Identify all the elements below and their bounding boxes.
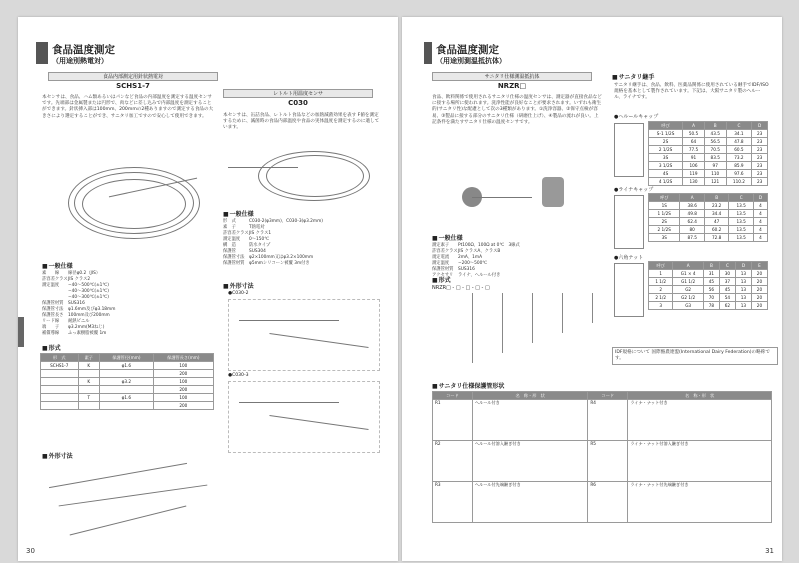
table-row (433, 441, 772, 482)
table-cell: 3 (649, 302, 673, 310)
table-cell: 47.8 (726, 138, 752, 146)
spec-value: SUS304 (249, 249, 266, 254)
table-header: C (726, 122, 752, 130)
spec2-heading: ■ 一般仕様 (223, 209, 254, 218)
spec-value: −40〜500℃(±1℃) (68, 283, 109, 288)
table-cell: G1 1/2 (673, 278, 704, 286)
table-cell: ライナ・ナット付先端継ぎ付き (628, 482, 772, 523)
table-cell: 87.5 (680, 234, 704, 242)
table-cell: 100 (153, 378, 213, 386)
table-cell: T (78, 394, 100, 402)
model-table (40, 353, 214, 410)
table-header: C (719, 262, 735, 270)
product1-description: 本センサは、食品、ハム類あるいはパンなど食品の内部温度を測定する温度センサです。先端部は金属製または円形で、肉などに差し込みで内部温度を測定することができます。針状挿入部は100mm、200mmの2種ありますので測定する食品の大きさにより選定することができ、サニタリ加工ですので安心して使用できます。 (42, 95, 214, 119)
table-cell: 110.2 (726, 178, 752, 186)
ferrule-title: ●ヘルールキャップ (614, 114, 659, 120)
table-cell: φ1.6 (100, 394, 154, 402)
table-cell: R6 (588, 482, 628, 523)
table-cell: 23.2 (704, 202, 728, 210)
liner-table (648, 193, 768, 242)
table-row (649, 170, 768, 178)
table-cell (41, 402, 79, 410)
table-row (649, 154, 768, 162)
table-cell: S-1 1/2S (649, 130, 683, 138)
spec-heading: ■ 一般仕様 (432, 233, 463, 242)
spec-value: JIS クラス2 (68, 277, 91, 282)
spec-key: 形 式 (223, 219, 236, 224)
left-page (18, 17, 398, 561)
table-cell (41, 386, 79, 394)
table-cell: 13.5 (729, 218, 753, 226)
table-row (649, 202, 768, 210)
table-row (41, 394, 214, 402)
table-cell: 20 (751, 294, 767, 302)
spec-key: 測定温度 (42, 283, 60, 288)
spec-key: 許容差クラス (432, 249, 458, 254)
table-cell: 70.5 (704, 146, 726, 154)
ferrule-table (648, 121, 768, 186)
table-cell: ライナ・ナット付溶入継ぎ付き (628, 441, 772, 482)
page-number: 31 (765, 547, 774, 555)
table-row (649, 162, 768, 170)
table-row (649, 234, 768, 242)
spec-value: SUS316 (68, 301, 85, 306)
spec-key: 素 線 (42, 271, 60, 276)
table-row (41, 386, 214, 394)
table-cell: 77.5 (683, 146, 705, 154)
product2-header (223, 89, 373, 107)
outline2-heading: ■ 外形寸法 (223, 281, 254, 290)
table-cell: SCHS1-7 (41, 362, 79, 370)
table-cell: 20 (751, 270, 767, 278)
fitting-heading: ■ サニタリ継手 (612, 72, 654, 81)
table-header: 呼び (649, 122, 683, 130)
spec-key: 測定温度 (432, 261, 450, 266)
spec-row (223, 261, 383, 267)
spec-value: φ1.6mm及びφ3.18mm (68, 307, 116, 312)
table-cell: 3 1/2S (649, 162, 683, 170)
spec-value: 耐熱ビニル (68, 319, 90, 324)
table-row (649, 226, 768, 234)
spec-value: φ3.2mm(M3ねじ) (68, 325, 105, 330)
table-cell: 23 (752, 130, 768, 138)
table-cell: 1S (649, 202, 680, 210)
spec-key: 端 子 (42, 325, 60, 330)
spec2-list (223, 219, 383, 267)
table-header: E (751, 262, 767, 270)
table-row (649, 210, 768, 218)
table-cell: 45 (703, 278, 719, 286)
product-model: NRZR□ (497, 82, 527, 90)
table-cell: K (78, 378, 100, 386)
spec-value: C030-2(φ3mm)、C030-3(φ3.2mm) (249, 219, 323, 224)
table-cell: 4 (753, 226, 767, 234)
spec-value: 2mA、1mA (458, 255, 483, 260)
table-cell (41, 394, 79, 402)
table-cell: 1 (649, 270, 673, 278)
table-cell: 62 (719, 302, 735, 310)
table-cell: 2 1/2 (649, 294, 673, 302)
table-header: A (683, 122, 705, 130)
product1-header (48, 72, 218, 90)
table-cell: 34.4 (704, 210, 728, 218)
table-cell: 200 (153, 370, 213, 378)
table-row (433, 400, 772, 441)
spec-key: 測定素子 (432, 243, 450, 248)
table-cell: 4 1/2S (649, 178, 683, 186)
model-code-diagram (432, 293, 612, 373)
table-cell: 49.8 (680, 210, 704, 218)
table-row (41, 370, 214, 378)
table-row (649, 138, 768, 146)
table-row (649, 278, 768, 286)
table-cell: 54 (719, 294, 735, 302)
table-cell: 106 (683, 162, 705, 170)
table-cell: 13 (735, 286, 751, 294)
table-cell: 23 (752, 146, 768, 154)
outline-heading: ■ サニタリ仕様保護管形状 (432, 381, 504, 390)
fig-c030-3-label: ●C030-3 (228, 373, 249, 378)
table-cell: 13.5 (729, 234, 753, 242)
spec-value: ふっ素樹脂被覆 1m (68, 331, 107, 336)
product1-model: SCHS1-7 (116, 82, 150, 90)
table-cell: 13.5 (729, 226, 753, 234)
table-cell: G3 (673, 302, 704, 310)
table-cell: 4 (753, 234, 767, 242)
table-cell: 47 (704, 218, 728, 226)
page-tab-marker (36, 42, 48, 64)
idf-note: IDF規格について 国際酪農連盟(International Dairy Federation)の略称です。 (612, 347, 778, 365)
table-cell: 38.6 (680, 202, 704, 210)
spec-value: φ5mmシリコーン被覆 3m付き (249, 261, 310, 266)
table-cell: R2 (433, 441, 473, 482)
table-row (41, 362, 214, 370)
table-cell: 20 (751, 302, 767, 310)
product-header (432, 72, 592, 90)
table-cell: 23 (752, 154, 768, 162)
table-row (41, 402, 214, 410)
page-number: 30 (26, 547, 35, 555)
spec-key: 素 子 (223, 225, 236, 230)
spec-value: JIS クラスA、クラスB (458, 249, 501, 254)
liner-drawing (614, 195, 644, 249)
table-cell: 91 (683, 154, 705, 162)
table-cell: 31 (703, 270, 719, 278)
table-cell: 13 (735, 270, 751, 278)
spec-key: 保護管材質 (223, 261, 245, 266)
table-cell: 43.5 (704, 130, 726, 138)
table-cell: 121 (704, 178, 726, 186)
table-cell: 56.5 (704, 138, 726, 146)
table-cell (41, 378, 79, 386)
table-cell (78, 402, 100, 410)
table-cell: 4S (649, 170, 683, 178)
spec-value: SUS316 (458, 267, 475, 272)
spec-value: T熱電対 (249, 225, 265, 230)
table-header: コード (588, 392, 628, 400)
table-header: A (673, 262, 704, 270)
table-cell: 20 (751, 278, 767, 286)
table-cell: 56 (703, 286, 719, 294)
table-cell: ライナ・ナット付き (628, 400, 772, 441)
spec-key: 測定温度 (223, 237, 241, 242)
table-cell: 200 (153, 386, 213, 394)
table-cell: ヘルール付溶入継ぎ付き (472, 441, 588, 482)
table-cell: 23 (752, 178, 768, 186)
table-cell: 78 (703, 302, 719, 310)
table-cell: 2S (649, 218, 680, 226)
spec-row (432, 273, 607, 279)
table-header: D (753, 194, 767, 202)
table-row (649, 286, 768, 294)
model-code: NRZR□ - □ - □ - □ - □ (432, 285, 490, 291)
table-cell: G2 1/2 (673, 294, 704, 302)
table-cell: R3 (433, 482, 473, 523)
spec-key: 許容差クラス (223, 231, 249, 236)
product2-category: レトルト用温度センサ (223, 89, 373, 98)
product-category: サニタリ仕様測温抵抗体 (432, 72, 592, 81)
table-cell: 80 (680, 226, 704, 234)
table-cell (78, 370, 100, 378)
spec-value: Pt100Ω、100Ω at 0℃ 3線式 (458, 243, 520, 248)
spec-key: アクセサリ (432, 273, 454, 278)
table-row (649, 146, 768, 154)
model-heading: ■ 形式 (42, 343, 61, 352)
hex-nut-drawing (614, 263, 644, 317)
right-page (402, 17, 782, 561)
outline1-drawing (48, 465, 208, 545)
outline1-heading: ■ 外形寸法 (42, 451, 73, 460)
table-cell: 4 (753, 202, 767, 210)
table-cell: 23 (752, 170, 768, 178)
table-cell: 64 (683, 138, 705, 146)
page-edge-marker (18, 317, 24, 347)
table-cell: 13 (735, 294, 751, 302)
table-cell: 119 (683, 170, 705, 178)
table-cell: 37 (719, 278, 735, 286)
table-header: B (703, 262, 719, 270)
c030-2-drawing (228, 299, 380, 371)
ferrule-drawing (614, 123, 644, 177)
table-row (649, 130, 768, 138)
spec-value: ライナ、ヘルール付き (458, 273, 501, 278)
spec-value: 線径φ0.2（JIS） (68, 271, 101, 276)
table-cell: 62.4 (680, 218, 704, 226)
page-subtitle: （用途別測温抵抗体） (436, 57, 506, 65)
table-header: 保護管径(mm) (100, 354, 154, 362)
table-cell: 50.5 (683, 130, 705, 138)
table-cell: 200 (153, 402, 213, 410)
hex-title: ●六角ナット (614, 255, 644, 261)
spec-value: −200〜500℃ (458, 261, 488, 266)
table-cell: 34.1 (726, 130, 752, 138)
spec-key: 補償導線 (42, 331, 60, 336)
table-cell: 23 (752, 162, 768, 170)
table-header: A (680, 194, 704, 202)
table-header: 呼び (649, 194, 680, 202)
table-header: 素子 (78, 354, 100, 362)
table-cell: 1 1/2S (649, 210, 680, 218)
table-cell: 2 (649, 286, 673, 294)
table-cell: 97.6 (726, 170, 752, 178)
table-cell: 83.5 (704, 154, 726, 162)
table-cell: φ1.6 (100, 362, 154, 370)
outline-table (432, 391, 772, 523)
table-cell (100, 402, 154, 410)
table-row (41, 378, 214, 386)
table-header: B (704, 122, 726, 130)
table-row (649, 294, 768, 302)
product2-photo (228, 147, 378, 207)
table-cell: 2 1/2S (649, 226, 680, 234)
table-cell (78, 386, 100, 394)
table-cell: 2 1/2S (649, 146, 683, 154)
fitting-description: サニタリ継手は、食品、飲料、医薬品関係に使用されている継手でIDF/ISO規格を基本として製作されています。下記は、大阪サニタリ製のヘルール、ライナです。 (614, 83, 769, 101)
table-cell (100, 386, 154, 394)
table-cell: 20 (751, 286, 767, 294)
product-description: 食品、飲料関係で使用されるサニタリ仕様の温度センサは、測定器が直接食品などに接する場所に使われます。洗浄性能が良好なことが要求されます。いずれも衛生的(サニタリ性)な配慮として次の3種類があります。①洗浄容器、②保守点検が容易、③製品に接する部分のサニタリ仕様（研磨仕上げ）、④製品の流れが良い。上記条件を満たすサニタリ仕様の温度センサです。 (432, 95, 602, 125)
product2-description: 本センサは、缶詰食品、レトルト食品などの加熱滅菌効果を表す F値を測定するために、滅菌時の食品内部温度や食品の実体温度を測定するのに適しています。 (223, 113, 380, 131)
product-photo (442, 167, 602, 227)
table-cell: 72.8 (704, 234, 728, 242)
table-cell: 130 (683, 178, 705, 186)
table-cell: 23 (752, 138, 768, 146)
table-cell: R1 (433, 400, 473, 441)
table-cell: 13 (735, 302, 751, 310)
table-header: D (735, 262, 751, 270)
table-row (649, 218, 768, 226)
table-row (433, 482, 772, 523)
table-cell: 70 (703, 294, 719, 302)
table-cell: 1 1/2 (649, 278, 673, 286)
table-cell: 3S (649, 234, 680, 242)
spec-value: JIS クラス1 (249, 231, 272, 236)
product1-category: 食品内部測定用針状熱電対 (48, 72, 218, 81)
table-cell: 60.2 (704, 226, 728, 234)
table-cell: ヘルール付き (472, 400, 588, 441)
c030-3-drawing (228, 381, 380, 453)
spec-key: 保護管 (223, 249, 236, 254)
table-cell: 73.2 (726, 154, 752, 162)
page-subtitle: （用途別熱電対） (52, 57, 108, 65)
spec-key: 保護管材質 (42, 301, 64, 306)
table-header: コード (433, 392, 473, 400)
spec-key: 保護管材質 (432, 267, 454, 272)
table-row (649, 178, 768, 186)
spec-value: −40〜300℃(±1℃) (68, 295, 109, 300)
table-header: 名 称・形 状 (472, 392, 588, 400)
table-cell (41, 370, 79, 378)
page-title: 食品温度測定 (436, 44, 499, 56)
product2-model: C030 (288, 99, 308, 107)
table-cell: 4 (753, 210, 767, 218)
table-cell: 100 (153, 394, 213, 402)
table-cell (100, 370, 154, 378)
table-cell: 110 (704, 170, 726, 178)
table-header: 呼び (649, 262, 673, 270)
table-cell: 3S (649, 154, 683, 162)
spec-list (432, 243, 607, 279)
spec1-heading: ■ 一般仕様 (42, 261, 73, 270)
spec-value: φ2×100mm又はφ3.2×100mm (249, 255, 314, 260)
table-cell: 45 (719, 286, 735, 294)
spec-value: −40〜300℃(±1℃) (68, 289, 109, 294)
table-header: B (704, 194, 728, 202)
table-cell: R5 (588, 441, 628, 482)
spec-row (42, 331, 212, 337)
table-cell: K (78, 362, 100, 370)
table-row (649, 302, 768, 310)
spec-key: 保護管長さ (42, 313, 64, 318)
spec-key: 構 造 (223, 243, 236, 248)
table-cell: 97 (704, 162, 726, 170)
spec-value: 100mm及び200mm (68, 313, 110, 318)
table-cell: 13 (735, 278, 751, 286)
table-cell: 13.5 (729, 210, 753, 218)
spec-value: 0〜150℃ (249, 237, 270, 242)
table-header: 保護管長さ(mm) (153, 354, 213, 362)
hex-table (648, 261, 768, 310)
table-cell: 100 (153, 362, 213, 370)
table-cell: ヘルール付先端継ぎ付き (472, 482, 588, 523)
spec-key: 許容差クラス (42, 277, 68, 282)
table-cell: R4 (588, 400, 628, 441)
product1-photo (48, 157, 218, 247)
spec-key: リード線 (42, 319, 60, 324)
spec-key: 保護管寸法 (42, 307, 64, 312)
spec-key: 規定電流 (432, 255, 450, 260)
table-header: C (729, 194, 753, 202)
spec-value: 防水タイプ (249, 243, 271, 248)
table-cell: φ3.2 (100, 378, 154, 386)
model-heading: ■ 形式 (432, 275, 451, 284)
spec-key: 保護管寸法 (223, 255, 245, 260)
table-cell: 30 (719, 270, 735, 278)
page-title: 食品温度測定 (52, 44, 115, 56)
table-header: 形 式 (41, 354, 79, 362)
table-cell: 60.5 (726, 146, 752, 154)
table-cell: G1 × 4 (673, 270, 704, 278)
table-header: 名 称・形 状 (628, 392, 772, 400)
table-cell: G2 (673, 286, 704, 294)
table-cell: 4 (753, 218, 767, 226)
fig-c030-2-label: ●C030-2 (228, 291, 249, 296)
liner-title: ●ライナキャップ (614, 187, 654, 193)
spec1-list (42, 271, 212, 337)
table-cell: 2S (649, 138, 683, 146)
page-tab-marker (424, 42, 432, 64)
table-cell: 13.5 (729, 202, 753, 210)
table-header: D (752, 122, 768, 130)
table-cell: 85.9 (726, 162, 752, 170)
table-row (649, 270, 768, 278)
